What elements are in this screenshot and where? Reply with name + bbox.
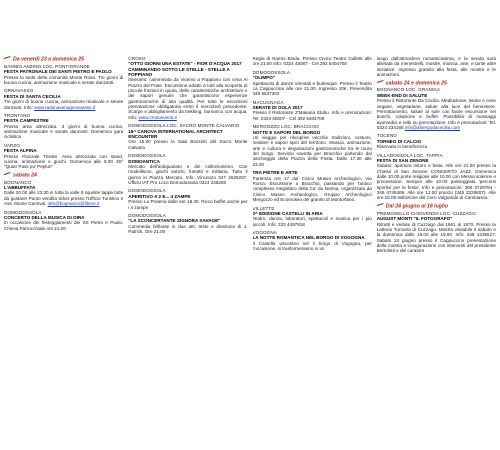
event-description-text: Ritratti e vedute di Cuzzago dal 1961 al 1970. Presso la Latteria Turnaria di Cuzzago. Mostra visitabile il sabato e la domenica dalle 16.00 alle 19.00. Info: 349 1235527. Sabato 24 giugno presso il Cappuccino presentazione della mostra e inaugurazione con interventi del presidente Bertolotti e del curatore (376, 221, 496, 254)
event-location: VILLADOSSOLA LOC. TAPPIA (376, 152, 443, 158)
event-description (377, 144, 496, 149)
event-title: FESTA CAMPESTRE (4, 118, 49, 124)
event-entry (128, 123, 247, 150)
event-entry (377, 87, 496, 130)
event-description (4, 75, 123, 86)
event-description-text: In occasione dei festeggiamenti dei SS Pietro e Paolo. Chiesa Parrocchiale ore 21.00 (4, 220, 124, 231)
pen-icon (4, 172, 11, 178)
event-description-text: Tre giorni di buona cucina, animazione musicale e serate danzanti. Info: (4, 99, 124, 110)
event-title: APERITIVO A 2 E... 4 ZAMPE (128, 193, 191, 199)
event-description (253, 176, 372, 203)
event-entry (4, 113, 123, 140)
event-entry (377, 56, 496, 77)
date-text: sabato 24 (13, 172, 37, 179)
event-title: AUGUST MONTI "IL FOTOGRAFO" (376, 216, 453, 222)
event-description-text: Presso la sede della comunità Monte Rosa. Tre giorni di buona cucina, animazione musicale e serate danzanti. (4, 74, 124, 85)
event-description-text: Regia di Noemi Binda. Presso Civico Teatro Galletti alle ore 21.00 Info: 0324 45087 - Cel 392 5404708 (252, 56, 372, 67)
event-description-text: Itinerario: camminata da Vicemo a Foppiano con cena Al Piazzo del Frate. Escursione adatto a tutti alla scoperta di piccole frazioni in quota, delle caratteristiche architetture e dei sapori genuini che garantiscono esperienze gastronomiche di alta qualità. Per tutte le escursioni prenotazione obbligatoria entro il mercoledì precedente. Scarpe e abbigliamento da trekking, bornanco con acqua. Info: (128, 77, 248, 120)
event-description (4, 154, 123, 170)
event-title: LA NOTTE ROMANTICA NEL BORGO DI VOGOGNA (252, 235, 365, 241)
event-description (128, 139, 247, 150)
event-link[interactable]: info@albergodacecilia.com (404, 124, 461, 130)
event-title: SERATE DI GOLA 2017 (252, 105, 303, 111)
event-description-text: Presso area attrezzata. 3 giorni di buona cucina, animazione musicale e serate danzanti. Domenica gara ciclistica (4, 123, 124, 140)
event-description-text: Presso il Ristorante Da Cecilia. Meditazione, tisane e cene vegane, vegetariane, salute alla luce del benessere. Pernottamento, salute al sole con facile escursione nei boschi, colazione e buffet. Possibilità di massaggi ayurvedici e reiki su prenotazione. Info e prenotazioni: Tel. 0324 234166 (376, 98, 496, 130)
column-2 (128, 56, 247, 450)
event-title: WEEK-END DI SALUTE (376, 92, 428, 98)
event-title: CONCERTO DELLA MUSICA DI OIRA (4, 215, 85, 220)
event-description-text: luogo dall'atmosfera romanticissima, e la serata sarà allietata da menestrelli, mostre, musica, arte, e tante altre iniziative. Ingresso gratuito alla festa, alle mostre e le animazioni. (376, 56, 496, 78)
event-description-text: Presso il Ristorante Z'Makanà Stubu. Info e prenotazioni: Tel. 0324 65007 - Cel 392 5404708 (252, 110, 372, 121)
event-title: TORNEO DI CALCIO (376, 138, 422, 144)
event-link[interactable]: www.crodoeventi.it (138, 114, 177, 120)
event-location: DOMODOSSOLA (128, 153, 166, 159)
event-description (4, 99, 123, 110)
event-location: VOGOGNA (252, 230, 277, 236)
date-text: Da venerdì 23 a domenica 25 (13, 56, 84, 63)
event-entry (128, 213, 247, 234)
event-description (377, 56, 496, 77)
event-location: DOMODOSSOLA LOC. SACRO MONTE CALVARIO (128, 123, 240, 129)
event-location: MACUGNAGA (252, 99, 284, 105)
date-heading (4, 173, 123, 179)
event-title: FESTA DI SANTA CECILIA (4, 93, 61, 99)
event-entry (253, 70, 372, 97)
column-3 (253, 56, 372, 450)
event-title: 2^ EDIZIONE CASTELLI IN ARIA (252, 210, 323, 216)
event-entry (253, 56, 372, 67)
event-link[interactable]: www.radunavenagenavasso.it (34, 104, 96, 110)
event-location: DOMODOSSOLA (252, 69, 291, 75)
event-location: MERGOZZO LOC. BRACCHIO (252, 124, 319, 130)
event-entry (128, 188, 247, 209)
event-title: 16^ CANOVA INTERNATIONAL ARCHITECT ENCOUNTER (128, 128, 223, 139)
event-entry (4, 64, 123, 85)
event-location: ORNAVASSO (4, 88, 34, 94)
event-description-text: Presso La Prateria dalle ore 18.30. Ricco buffet anche per i 4 zampe (128, 199, 248, 210)
event-description (253, 216, 372, 227)
event-description (128, 199, 247, 210)
event-description (253, 110, 372, 121)
event-title: "LA SCONCERTANTE SIGNORA SAVAGE" (128, 218, 221, 224)
event-title: FESTA ALPINA (4, 148, 37, 154)
event-description (253, 241, 372, 252)
event-location: DOMODOSSOLA (4, 209, 42, 215)
event-title: NOTTE E SAPORI DEL BORGO (252, 129, 321, 135)
event-entry (377, 211, 496, 254)
event-location: TOCENO (376, 133, 397, 139)
event-location: BOGNANCO (4, 179, 32, 185)
column-4 (377, 56, 496, 450)
event-description-text: Un viaggio per riscoprire vecchie tradizioni, costumi, mestieri e sapori tipici del territorio. Musica, animazione, arte e cultura e degustazioni gastronomiche tra le mura del borgo. Servizio navetta per Bracchio partendo dal parcheggio della Piazza della Posta. Dalle 17.30 alle 23.30 (252, 135, 372, 167)
date-heading (377, 204, 496, 210)
event-entry (4, 143, 123, 170)
event-description (4, 124, 123, 140)
event-description-text: Mercato dell'antiquariato e del collezionismo. Con modellismo, giochi antichi, fumetti e militaria. Tutto il giorno in Piazza Mercato. Info: Vincenzo 347 2625287. Ufficio IAT Pro Loco Domodossola 0324 248265 (128, 163, 248, 185)
event-description (128, 224, 247, 235)
event-title: "OLIMPO" (252, 75, 275, 81)
column-1 (4, 56, 123, 450)
event-description-text: Commedia brillante in due atti, testo e direzione di J. Patrick. Ore 21.00 (128, 223, 248, 235)
event-entry (253, 124, 372, 167)
date-heading (4, 57, 123, 63)
pen-icon (377, 203, 384, 209)
event-location: CROSO (128, 56, 146, 61)
event-description (377, 163, 496, 200)
event-description-text: Ore 15.00 presso la Sala Bozzetti del Sacro Monte Calvario (128, 139, 248, 150)
event-description (253, 81, 372, 97)
event-description-text: Presso Piazzale Trieste. Area attrezzata con stand, cucina, animazione e giochi. Domenica alle 9.00 36^ "Quatr Pass pu' Peplun" (4, 153, 124, 170)
event-title: "OTTO GIORNI UNA ESTATE" - FIOR D'ACQUA 2017 CAMMINANDO SOTTO LE STELLE - STELLE A FOPPIANO (128, 61, 242, 78)
event-description-text: Riservato in beneficenza (376, 144, 428, 150)
event-entry (4, 180, 123, 207)
event-entry (253, 230, 372, 251)
event-title: FESTA DI SAN ZENONE (376, 157, 429, 163)
event-location: DOMODOSSOLA (128, 188, 166, 194)
event-title: TRA PIETRE E ARTE (252, 170, 298, 176)
event-location: DOMODOSSOLA (128, 213, 166, 219)
date-heading (377, 81, 496, 87)
event-description (377, 222, 496, 254)
event-entry (377, 133, 496, 149)
event-entry (253, 100, 372, 121)
pen-icon (377, 80, 384, 86)
event-title: FESTA PATRONALE DEI SANTI PIETRO E PAOLO (4, 69, 112, 75)
event-description-text: Dalle 20.00 alle 23.30 in tutta la valle 9 squisite tappe tutte da gustare! Punto vendita ticket presso l'Ufficio Turistico e Ass. Monte Carnival. (4, 190, 124, 207)
event-entry (253, 170, 372, 202)
event-location: BANNIO ANZINO LOC. PONTIGRANDE (4, 63, 90, 69)
date-text: sabato 24 e domenica 25 (385, 79, 447, 86)
event-entry (253, 206, 372, 227)
event-location: BOGNANCO LOC. GRANIGA (376, 87, 441, 93)
event-link[interactable]: info@bognanco@libero.it (47, 201, 100, 207)
event-description (253, 135, 372, 167)
event-entry (128, 56, 247, 120)
event-location: VARZO (4, 142, 20, 148)
event-description-text: Spettacolo di danze orientali e burlesque. Presso il Teatro La Cappuccina alle ore 21.00. Ingresso 10€. Prevendita 348 5637302 (252, 80, 372, 97)
event-description-text: Teatro, danza, laboratori, spettacoli e musica per i più piccoli. Info: 333 4497818 (252, 216, 372, 227)
event-entry (377, 153, 496, 201)
event-description-text: Partenza ore 17 dal Civico Museo Archeologico, Via Roma. Escursione a Bracchio, passando per l'antico complesso megalitico della Ca' da Norma, organizzata da Civico Museo Archeologico, Gruppo Archeologico Mergozzo ed Ecomuseo del granito di Montorfano. (252, 175, 372, 202)
event-description (377, 98, 496, 130)
event-location: VILLETTE (252, 205, 275, 211)
event-location: PREMOSELLO CHIOVENDA LOC. CUZZAGO (376, 210, 476, 216)
event-title: L'ABBUFFATA (4, 185, 36, 191)
event-description (4, 220, 123, 231)
event-entry (128, 153, 247, 185)
event-description (4, 190, 123, 206)
event-title: DOMOANTICA (128, 158, 160, 164)
event-description (128, 77, 247, 120)
pen-icon (4, 56, 11, 62)
event-description (253, 56, 372, 67)
date-text: Dal 24 giugno al 16 luglio (385, 203, 449, 210)
event-description (128, 164, 247, 185)
event-entry (4, 210, 123, 231)
event-entry (4, 88, 123, 109)
event-location: TRONTANO (4, 113, 31, 119)
event-description-text: Il Castello visconteo nel il borgo di Vogogna, per l'occasione, si trasformeranno in un (252, 240, 372, 252)
event-description-text: Sabato: apertura ristoro e festa. Alle ore 21.00 presso la Chiesa di San Zenone CONCERTO JAZZ. Domenica dalle 10.00 porte religiose alle 10.00 con Messa solenne e processione. Sempre alle 10.00 passeggiata 'percorsi sportivi per la festa'. Info e prenotazioni: 366 3729784 - 346 4745469. Alle ore 12.00 pranzo (348 3228807). Alle ore 16.00 esibizione del Coro Valgrande di Cambiasca (376, 163, 496, 201)
